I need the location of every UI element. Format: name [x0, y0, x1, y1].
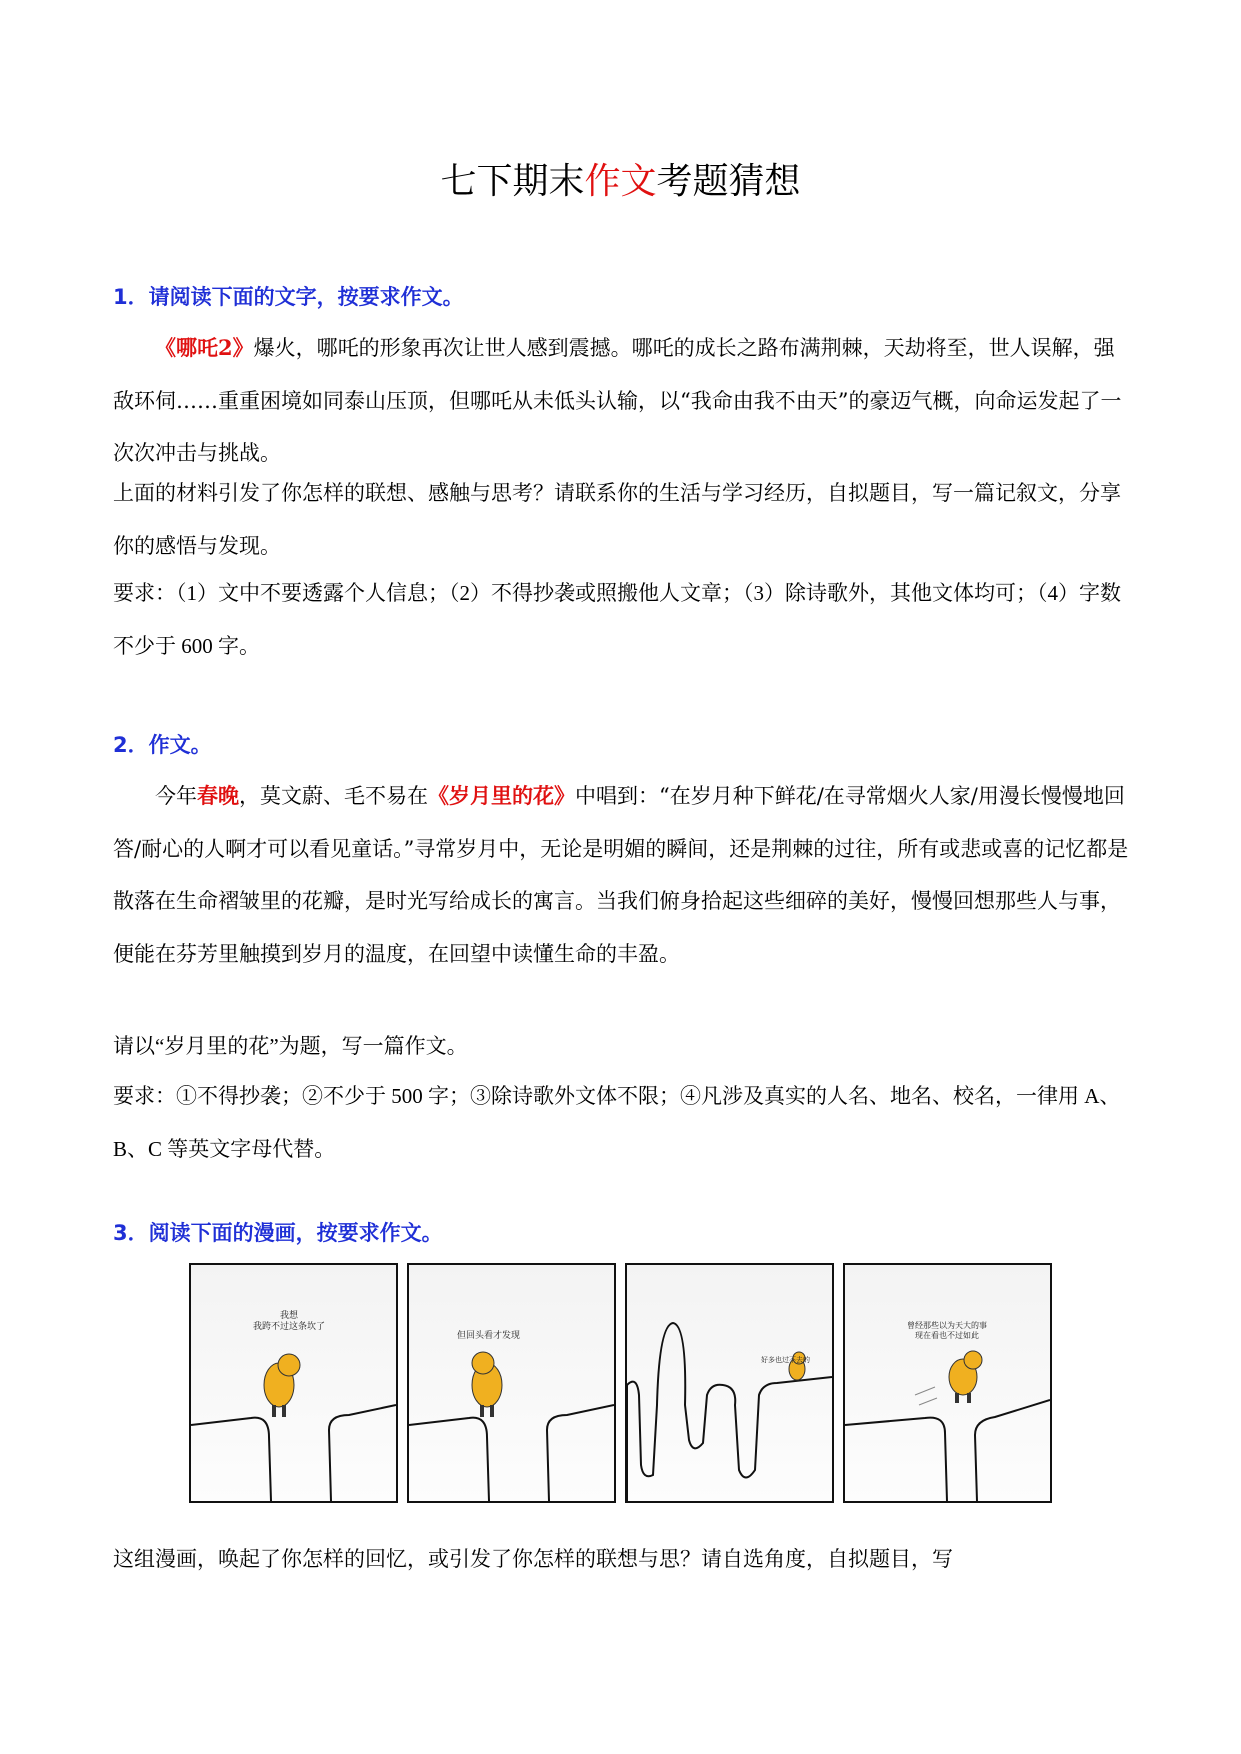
question-1-prompt: 上面的材料引发了你怎样的联想、感触与思考？请联系你的生活与学习经历，自拟题目，写一篇记叙文，分享你的感悟与发现。	[113, 481, 1121, 558]
question-1-material	[113, 322, 1133, 480]
comic-drawing-3	[627, 1265, 832, 1501]
comic-drawing-2	[409, 1265, 614, 1501]
comic-caption-4-line2: 现在看也不过如此	[915, 1331, 979, 1340]
comic-panel-2	[407, 1263, 616, 1503]
comic-strip	[189, 1263, 1054, 1503]
comic-panel-3	[625, 1263, 834, 1503]
question-2-material	[113, 770, 1133, 980]
question-3-prompt: 这组漫画，唤起了你怎样的回忆，或引发了你怎样的联想与思？请自选角度，自拟题目，写	[113, 1547, 953, 1571]
question-1-title-ref: 《哪吒2》	[155, 335, 254, 360]
question-3-heading: 3．阅读下面的漫画，按要求作文。	[113, 1221, 443, 1245]
title-highlight: 作文	[584, 161, 657, 202]
comic-drawing-4	[845, 1265, 1050, 1501]
comic-caption-3	[761, 1355, 810, 1366]
comic-caption-1	[253, 1311, 325, 1333]
question-2-text-a: 今年	[155, 784, 197, 808]
comic-panel-4	[843, 1263, 1052, 1503]
question-2-prompt: 请以“岁月里的花”为题，写一篇作文。	[113, 1034, 468, 1058]
question-2-text-c: 中唱到：“在岁月种下鲜花/在寻常烟火人家/用漫长慢慢地回答/耐心的人啊才可以看见童话。”寻常岁月中，无论是明媚的瞬间，还是荆棘的过往，所有或悲或喜的记忆都是散落在生命褶皱里的花瓣，是时光写给成长的寓言。当我们俯身拾起这些细碎的美好，慢慢回想那些人与事，便能在芬芳里触摸到岁月的温度，在回望中读懂生命的丰盈。	[113, 784, 1129, 966]
question-2-requirements: 要求：①不得抄袭；②不少于 500 字；③除诗歌外文体不限；④凡涉及真实的人名、地名、校名，一律用 A、B、C 等英文字母代替。	[113, 1084, 1121, 1161]
question-1-requirements: 要求：（1）文中不要透露个人信息；（2）不得抄袭或照搬他人文章；（3）除诗歌外，其他文体均可；（4）字数不少于 600 字。	[113, 581, 1121, 658]
comic-caption-1-line1: 我想	[280, 1311, 299, 1321]
page-title	[0, 160, 1241, 204]
comic-caption-4-line1: 曾经那些以为天大的事	[907, 1321, 987, 1330]
comic-caption-4	[907, 1321, 987, 1341]
comic-caption-2-line1: 但回头看才发现	[457, 1331, 521, 1341]
title-post: 考题猜想	[656, 161, 801, 202]
comic-panel-1	[189, 1263, 398, 1503]
comic-caption-3-line1: 好多也过不去的	[761, 1356, 810, 1364]
comic-caption-1-line2: 我跨不过这条坎了	[253, 1322, 326, 1332]
question-1-material-text: 爆火，哪吒的形象再次让世人感到震撼。哪吒的成长之路布满荆棘，天劫将至，世人误解，强敌环伺……重重困境如同泰山压顶，但哪吒从未低头认输，以“我命由我不由天”的豪迈气概，向命运发起了一次次冲击与挑战。	[113, 336, 1122, 465]
comic-caption-2	[457, 1331, 520, 1342]
question-2-heading: 2．作文。	[113, 733, 212, 757]
title-pre: 七下期末	[440, 161, 585, 202]
question-2-red-2: 《岁月里的花》	[428, 783, 575, 808]
comic-drawing-1	[191, 1265, 396, 1501]
question-2-text-b: ，莫文蔚、毛不易在	[239, 784, 428, 808]
question-1-heading: 1．请阅读下面的文字，按要求作文。	[113, 285, 464, 309]
question-2-red-1: 春晚	[197, 783, 239, 808]
